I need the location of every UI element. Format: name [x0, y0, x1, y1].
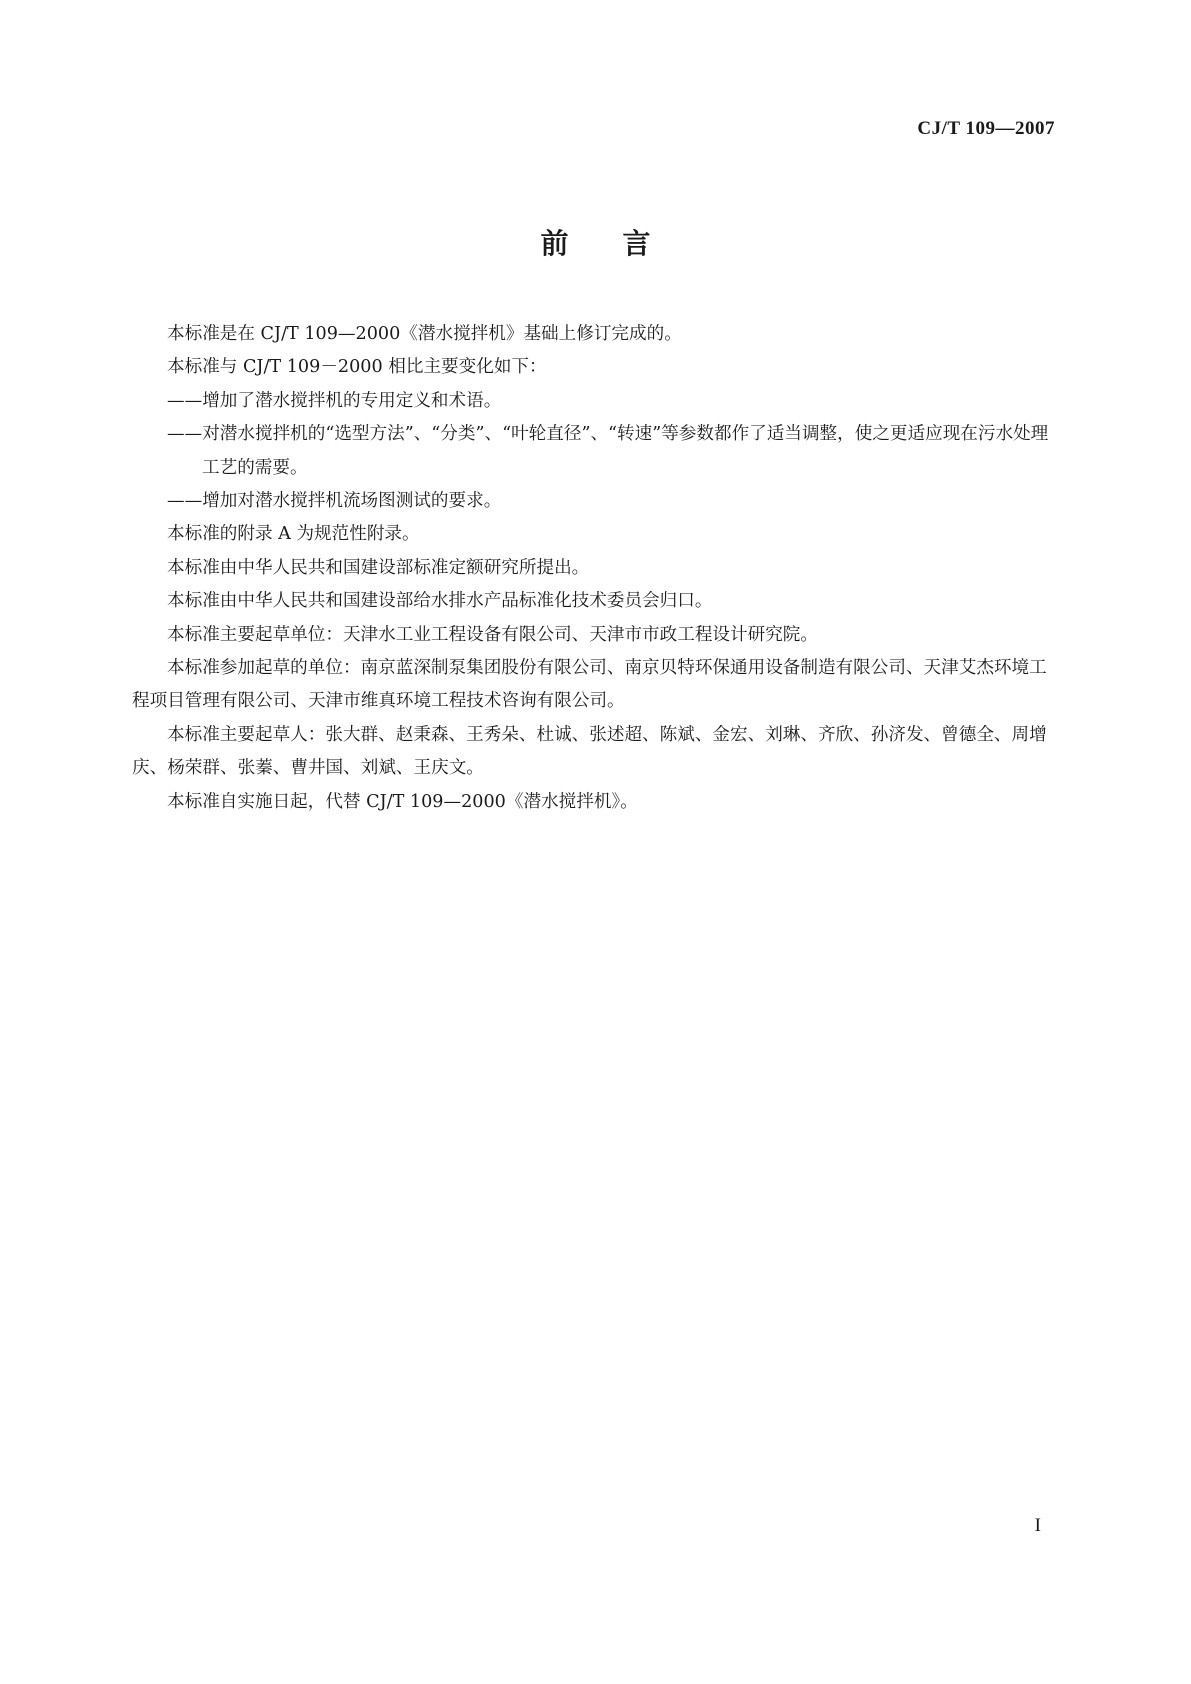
paragraph-basis: 本标准是在 CJ/T 109—2000《潜水搅拌机》基础上修订完成的。 — [167, 324, 682, 344]
paragraph-main-drafting-units: 本标准主要起草单位：天津水工业工程设备有限公司、天津市市政工程设计研究院。 — [167, 624, 818, 645]
page-title: 前言 — [540, 227, 705, 260]
change-item-parameters: ——对潜水搅拌机的“选型方法”、“分类”、“叶轮直径”、“转速”等参数都作了适当调整，使之更适应现在污水处理工艺的需要。 — [167, 424, 1049, 478]
paragraph-centralized-by: 本标准由中华人民共和国建设部给水排水产品标准化技术委员会归口。 — [167, 591, 713, 612]
paragraph-changes-intro: 本标准与 CJ/T 109－2000 相比主要变化如下： — [167, 357, 547, 378]
paragraph-main-drafters: 本标准主要起草人：张大群、赵秉森、王秀朵、杜诚、张述超、陈斌、金宏、刘琳、齐欣、孙济发、曾德全、周增庆、杨荣群、张蓁、曹井国、刘斌、王庆文。 — [132, 724, 1047, 779]
change-item-definitions: ——增加了潜水搅拌机的专用定义和术语。 — [167, 390, 502, 411]
change-item-flow-field-test: ——增加对潜水搅拌机流场图测试的要求。 — [167, 491, 502, 512]
paragraph-annex: 本标准的附录 A 为规范性附录。 — [167, 524, 420, 545]
paragraph-replacement: 本标准自实施日起，代替 CJ/T 109—2000《潜水搅拌机》。 — [167, 791, 638, 812]
paragraph-participating-units: 本标准参加起草的单位：南京蓝深制泵集团股份有限公司、南京贝特环保通用设备制造有限公司、天津艾杰环境工程项目管理有限公司、天津市维真环境工程技术咨询有限公司。 — [132, 658, 1047, 712]
foreword-body — [132, 318, 1062, 819]
paragraph-proposed-by: 本标准由中华人民共和国建设部标准定额研究所提出。 — [167, 557, 590, 578]
page-number: I — [1034, 1515, 1041, 1536]
standard-code: CJ/T 109—2007 — [917, 118, 1055, 139]
